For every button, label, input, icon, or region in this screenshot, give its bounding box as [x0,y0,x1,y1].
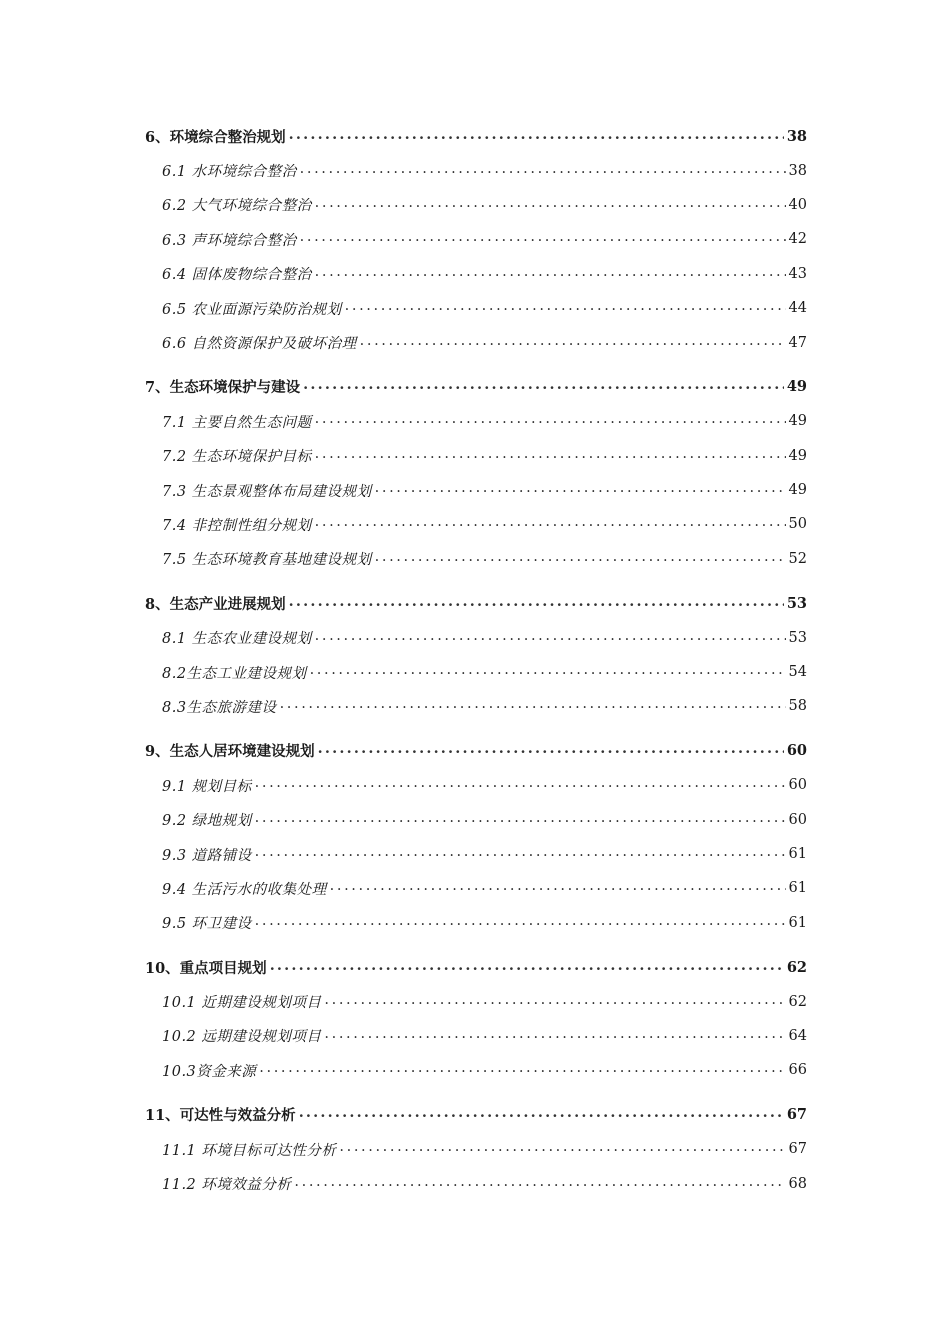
toc-entry-title: 9.3 道路铺设 [162,847,252,864]
toc-entry-title: 11、可达性与效益分析 [145,1107,296,1125]
toc-leader-dots [280,696,786,712]
toc-entry-page-number: 53 [786,594,807,612]
toc-section-entry[interactable] [145,257,807,291]
toc-section-entry[interactable] [145,291,807,325]
toc-entry-title: 6.2 大气环境综合整治 [162,198,312,215]
toc-entry-title: 8.3生态旅游建设 [162,699,277,716]
toc-leader-dots [375,480,786,496]
toc-leader-dots [315,264,786,280]
toc-entry-page-number: 49 [788,482,807,499]
toc-chapter-entry[interactable] [145,950,807,984]
toc-entry-page-number: 67 [788,1141,807,1158]
toc-entry-title: 6.1 水环境综合整治 [162,164,297,181]
toc-entry-page-number: 40 [788,196,807,213]
toc-entry-page-number: 38 [786,127,807,145]
toc-section-entry[interactable] [145,655,807,689]
toc-section-entry[interactable] [145,404,807,438]
toc-entry-page-number: 50 [788,516,807,533]
toc-section-entry[interactable] [145,1132,807,1166]
table-of-contents [145,119,807,1201]
toc-entry-page-number: 44 [788,300,807,317]
toc-entry-title: 6.6 自然资源保护及破坏治理 [162,336,357,353]
toc-entry-page-number: 58 [788,698,807,715]
toc-entry-title: 9.2 绿地规划 [162,813,252,830]
toc-entry-page-number: 66 [788,1062,807,1079]
toc-entry-title: 6.3 声环境综合整治 [162,232,297,249]
toc-leader-dots [315,411,786,427]
toc-entry-title: 8.1 生态农业建设规划 [162,631,312,648]
toc-leader-dots [289,593,784,610]
toc-leader-dots [300,161,786,177]
toc-entry-page-number: 38 [788,162,807,179]
toc-leader-dots [315,195,786,211]
toc-entry-title: 8.2生态工业建设规划 [162,665,307,682]
toc-entry-page-number: 68 [788,1175,807,1192]
toc-leader-dots [270,957,784,974]
toc-section-entry[interactable] [145,906,807,940]
toc-entry-title: 7.3 生态景观整体布局建设规划 [162,483,372,500]
toc-entry-page-number: 61 [788,880,807,897]
toc-entry-title: 7.4 非控制性组分规划 [162,517,312,534]
toc-entry-title: 10.3资金来源 [162,1063,257,1080]
toc-leader-dots [330,878,786,894]
toc-entry-page-number: 61 [788,914,807,931]
toc-leader-dots [310,662,786,678]
toc-section-entry[interactable] [145,984,807,1018]
toc-section-entry[interactable] [145,768,807,802]
toc-entry-page-number: 47 [788,334,807,351]
toc-leader-dots [318,740,784,757]
toc-entry-title: 6、环境综合整治规划 [145,128,286,146]
toc-leader-dots [315,514,786,530]
toc-leader-dots [259,1060,785,1076]
toc-entry-title: 7、生态环境保护与建设 [145,379,301,397]
toc-section-entry[interactable] [145,689,807,723]
toc-section-entry[interactable] [145,222,807,256]
toc-entry-page-number: 62 [788,993,807,1010]
toc-entry-title: 9、生态人居环境建设规划 [145,743,315,761]
toc-leader-dots [255,913,786,929]
toc-section-entry[interactable] [145,188,807,222]
toc-section-entry[interactable] [145,439,807,473]
toc-entry-title: 9.5 环卫建设 [162,916,252,933]
toc-entry-title: 7.5 生态环境教育基地建设规划 [162,552,372,569]
toc-leader-dots [324,1026,785,1042]
toc-chapter-entry[interactable] [145,586,807,620]
toc-entry-title: 8、生态产业进展规划 [145,595,286,613]
toc-section-entry[interactable] [145,473,807,507]
toc-section-entry[interactable] [145,507,807,541]
toc-entry-page-number: 49 [788,413,807,430]
toc-section-entry[interactable] [145,542,807,576]
toc-entry-title: 6.4 固体废物综合整治 [162,267,312,284]
toc-section-entry[interactable] [145,837,807,871]
toc-leader-dots [289,126,784,143]
toc-leader-dots [299,1104,784,1121]
toc-entry-page-number: 52 [788,550,807,567]
toc-section-entry[interactable] [145,1166,807,1200]
toc-chapter-entry[interactable] [145,370,807,404]
toc-entry-title: 6.5 农业面源污染防治规划 [162,301,342,318]
toc-leader-dots [315,628,786,644]
toc-leader-dots [303,376,784,393]
toc-chapter-entry[interactable] [145,1098,807,1132]
toc-chapter-entry[interactable] [145,119,807,153]
toc-entry-title: 9.1 规划目标 [162,778,252,795]
toc-leader-dots [255,810,786,826]
toc-entry-page-number: 60 [786,742,807,760]
toc-leader-dots [255,844,786,860]
toc-chapter-entry[interactable] [145,734,807,768]
toc-entry-title: 11.1 环境目标可达性分析 [162,1142,337,1159]
toc-entry-title: 10、重点项目规划 [145,959,267,977]
toc-leader-dots [339,1139,785,1155]
toc-entry-page-number: 49 [788,447,807,464]
toc-section-entry[interactable] [145,325,807,359]
toc-section-entry[interactable] [145,1053,807,1087]
toc-leader-dots [300,229,786,245]
toc-entry-page-number: 62 [786,958,807,976]
toc-entry-page-number: 53 [788,629,807,646]
toc-leader-dots [315,446,786,462]
toc-entry-title: 9.4 生活污水的收集处理 [162,881,327,898]
toc-entry-page-number: 60 [788,811,807,828]
toc-entry-page-number: 49 [786,378,807,396]
toc-section-entry[interactable] [145,620,807,654]
toc-entry-page-number: 64 [788,1027,807,1044]
toc-entry-title: 11.2 环境效益分析 [162,1177,292,1194]
toc-entry-page-number: 67 [786,1106,807,1124]
toc-entry-title: 10.1 近期建设规划项目 [162,995,322,1012]
toc-leader-dots [255,775,786,791]
toc-entry-page-number: 60 [788,777,807,794]
toc-leader-dots [360,333,786,349]
toc-leader-dots [294,1174,785,1190]
toc-entry-page-number: 43 [788,265,807,282]
toc-section-entry[interactable] [145,802,807,836]
toc-entry-page-number: 61 [788,846,807,862]
toc-entry-title: 10.2 远期建设规划项目 [162,1029,322,1046]
toc-section-entry[interactable] [145,871,807,905]
toc-leader-dots [324,992,785,1008]
toc-section-entry[interactable] [145,153,807,187]
toc-entry-title: 7.1 主要自然生态问题 [162,414,312,431]
toc-section-entry[interactable] [145,1019,807,1053]
toc-leader-dots [375,549,786,565]
toc-entry-page-number: 54 [788,664,807,681]
toc-entry-title: 7.2 生态环境保护目标 [162,449,312,466]
toc-leader-dots [345,298,786,314]
toc-entry-page-number: 42 [788,231,807,248]
